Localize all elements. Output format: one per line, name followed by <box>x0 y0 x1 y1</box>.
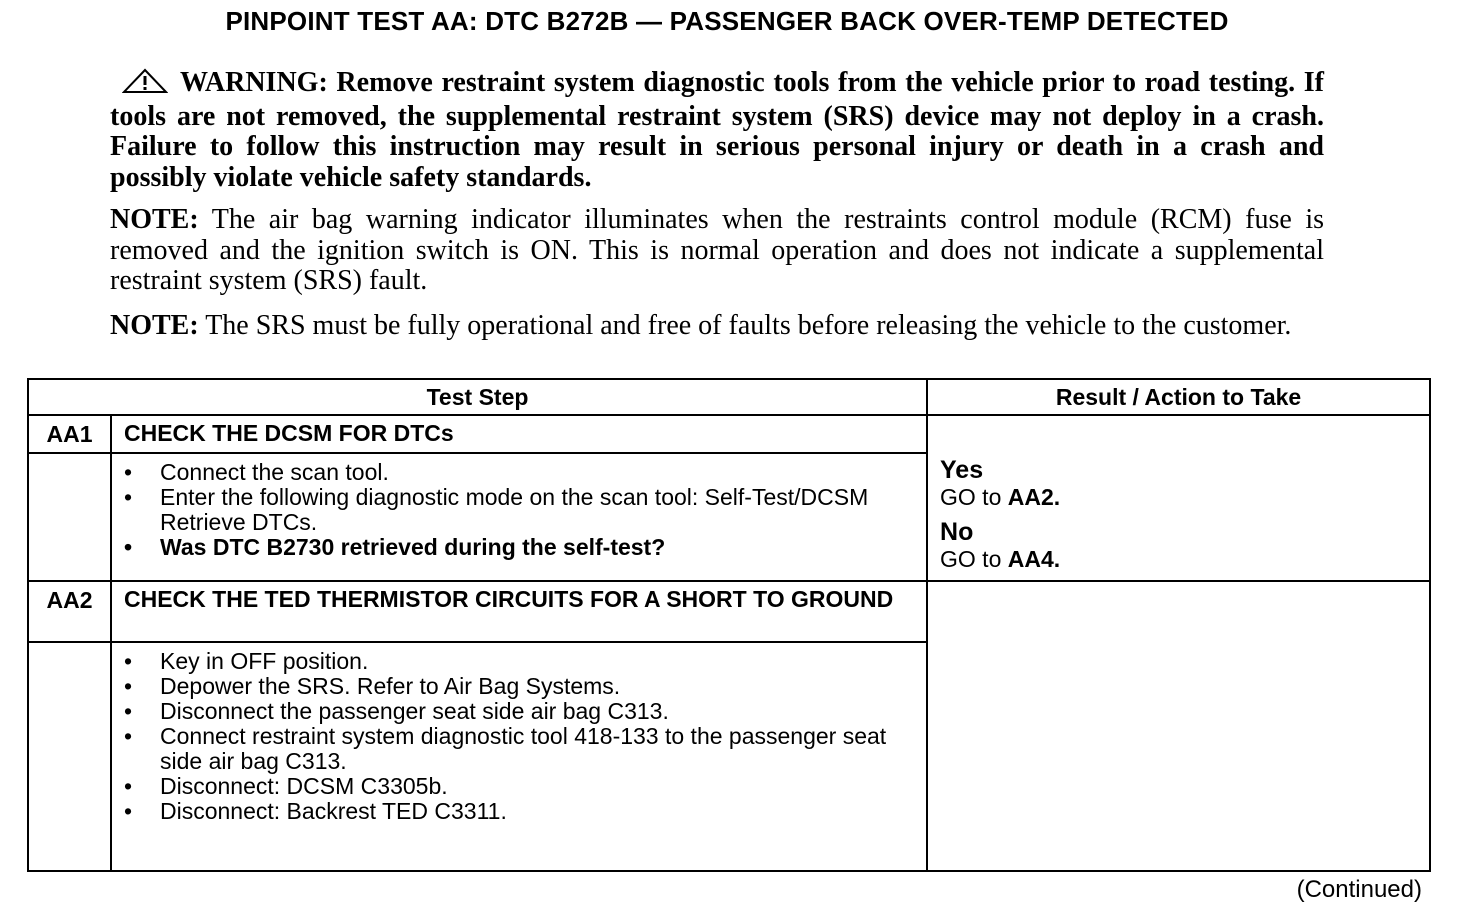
continued-label: (Continued) <box>1296 876 1422 903</box>
instruction-list <box>124 460 914 560</box>
table-row <box>28 415 1430 453</box>
result-no-action: GO to AA4. <box>940 546 1061 572</box>
step-id-spacer <box>28 642 111 871</box>
step-id: AA1 <box>28 415 111 453</box>
note-text: The SRS must be fully operational and free of faults before releasing the vehicle to the customer. <box>205 310 1292 341</box>
list-item: • Key in OFF position. <box>124 649 914 674</box>
step-instructions <box>111 453 927 581</box>
list-item: • Connect restraint system diagnostic tool 418-133 to the passenger seat side air bag C313. <box>124 724 914 774</box>
header-test-step: Test Step <box>28 379 927 415</box>
list-item: • Was DTC B2730 retrieved during the self-test? <box>124 535 914 560</box>
note-label: NOTE: <box>110 204 199 235</box>
list-item: • Connect the scan tool. <box>124 460 914 485</box>
result-yes-label: Yes <box>940 456 984 484</box>
warning-block <box>110 68 1324 193</box>
step-id: AA2 <box>28 581 111 642</box>
list-item: • Disconnect: DCSM C3305b. <box>124 774 914 799</box>
note-text: The air bag warning indicator illuminates when the restraints control module (RCM) fuse is removed and the ignition switch is ON. This is normal operation and does not indicate a supplemental restraint system (SRS) fault. <box>110 204 1324 296</box>
step-id-spacer <box>28 453 111 581</box>
list-item: • Depower the SRS. Refer to Air Bag Systems. <box>124 674 914 699</box>
header-result-action: Result / Action to Take <box>927 379 1430 415</box>
instruction-list <box>124 649 914 824</box>
step-title: CHECK THE TED THERMISTOR CIRCUITS FOR A SHORT TO GROUND <box>111 581 927 642</box>
step-result-cell <box>927 415 1430 581</box>
result-no-label: No <box>940 518 974 546</box>
warning-text: WARNING: Remove restraint system diagnostic tools from the vehicle prior to road testing. If tools are not removed, the supplemental restraint system (SRS) device may not deploy in a crash. Failure to follow this instruction may result in serious personal injury or death in a crash and possibly violate vehicle safety standards. <box>110 67 1324 193</box>
table-header-row <box>28 379 1430 415</box>
list-item: • Disconnect the passenger seat side air bag C313. <box>124 699 914 724</box>
warning-triangle-icon <box>122 68 168 102</box>
table-row <box>28 581 1430 642</box>
step-result-cell <box>927 581 1430 871</box>
step-link-aa4[interactable]: AA4. <box>1007 546 1061 572</box>
pinpoint-test-table <box>27 378 1431 872</box>
step-title: CHECK THE DCSM FOR DTCs <box>111 415 927 453</box>
note-rcm-fuse <box>110 205 1324 297</box>
note-srs-operational <box>110 311 1324 342</box>
list-item: • Disconnect: Backrest TED C3311. <box>124 799 914 824</box>
page-title: PINPOINT TEST AA: DTC B272B — PASSENGER BACK OVER-TEMP DETECTED <box>225 6 1229 36</box>
note-label: NOTE: <box>110 310 199 341</box>
list-item: • Enter the following diagnostic mode on the scan tool: Self-Test/DCSM Retrieve DTCs. <box>124 485 914 535</box>
step-link-aa2[interactable]: AA2. <box>1007 484 1061 510</box>
result-yes-action: GO to AA2. <box>940 484 1061 510</box>
step-instructions <box>111 642 927 871</box>
